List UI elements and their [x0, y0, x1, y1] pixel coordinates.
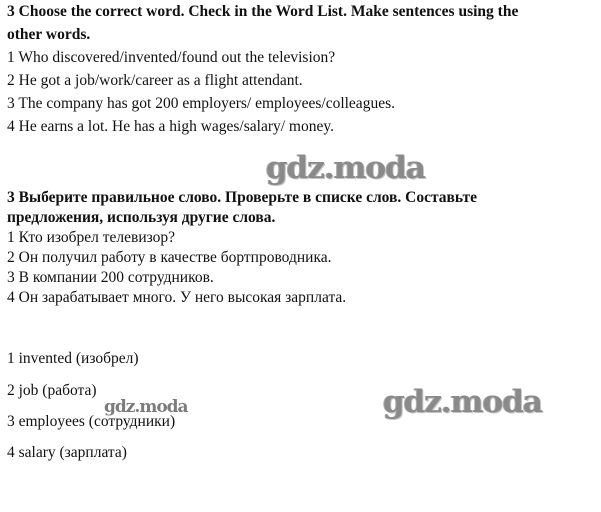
watermark-small: gdz.moda — [104, 397, 188, 417]
english-item-4: 4 He earns a lot. He has a high wages/salary/ money. — [7, 118, 334, 135]
russian-item-4: 4 Он зарабатывает много. У него высокая зарплата. — [7, 289, 347, 306]
english-item-1: 1 Who discovered/invented/found out the television? — [7, 49, 336, 66]
russian-heading-line-1: 3 Выберите правильное слово. Проверьте в списке слов. Составьте — [7, 189, 478, 206]
english-heading-line-1: 3 Choose the correct word. Check in the Word List. Make sentences using the — [7, 3, 519, 20]
watermark-top: gdz.moda — [266, 150, 425, 186]
russian-item-1: 1 Кто изобрел телевизор? — [7, 229, 176, 246]
english-item-2: 2 He got a job/work/career as a flight attendant. — [7, 72, 303, 89]
english-item-3: 3 The company has got 200 employers/ employees/colleagues. — [7, 95, 395, 112]
answer-3: 3 employees (сотрудники) — [7, 413, 176, 430]
russian-item-3: 3 В компании 200 сотрудников. — [7, 269, 214, 286]
english-heading-line-2: other words. — [7, 26, 91, 43]
answer-4: 4 salary (зарплата) — [7, 444, 127, 461]
russian-heading-line-2: предложения, используя другие слова. — [7, 209, 276, 226]
answer-2: 2 job (работа) — [7, 382, 97, 399]
watermark-right: gdz.moda — [383, 384, 542, 420]
answer-1: 1 invented (изобрел) — [7, 350, 139, 367]
russian-item-2: 2 Он получил работу в качестве бортпроводника. — [7, 249, 332, 266]
